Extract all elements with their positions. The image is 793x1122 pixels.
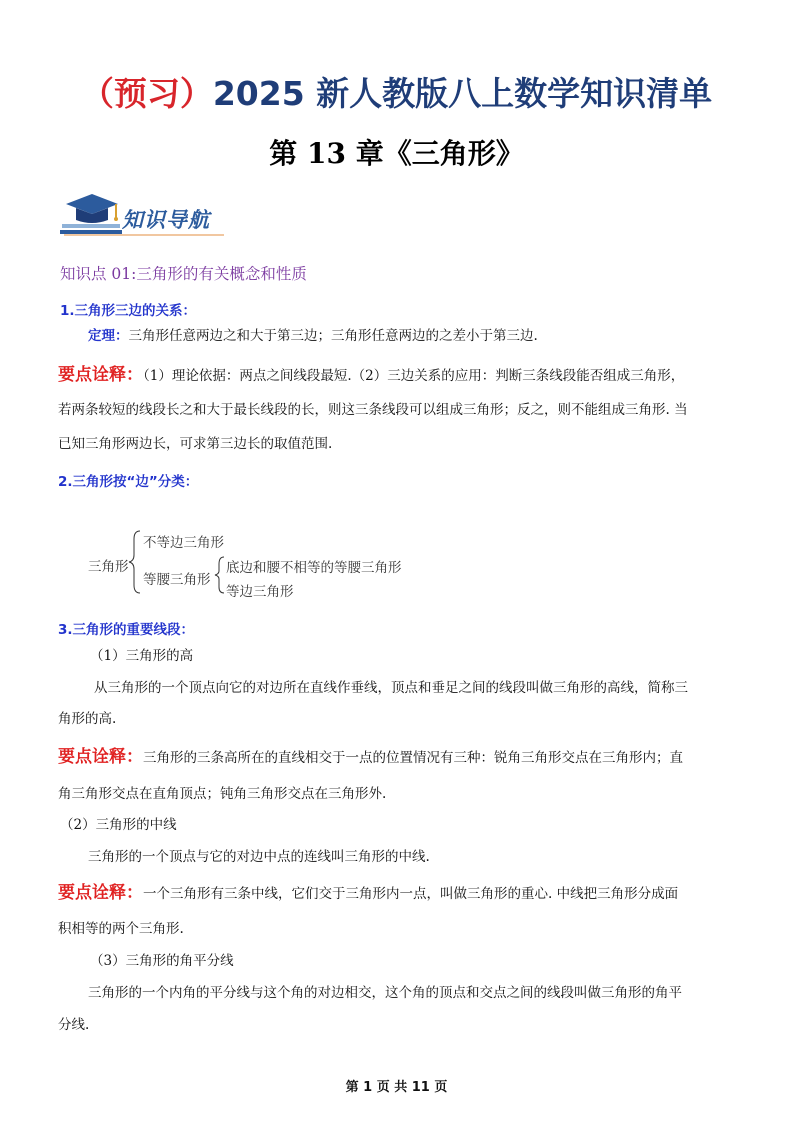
theorem-text: 三角形任意两边之和大于第三边；三角形任意两边的之差小于第三边. (128, 328, 538, 344)
class-isosceles: 等腰三角形 (143, 572, 211, 588)
key-points-1-line1 (58, 367, 684, 384)
subheading-altitude: （1）三角形的高 (90, 648, 194, 664)
key-points-label: 要点诠释： (58, 747, 143, 767)
key-points-2-line1 (58, 749, 683, 766)
heading-important-segments: 3.三角形的重要线段： (58, 622, 195, 638)
class-root: 三角形 (88, 559, 129, 575)
class-scalene: 不等边三角形 (143, 535, 224, 551)
document-title (0, 68, 793, 115)
logo-text: 知识导航 (122, 208, 210, 232)
subheading-median: （2）三角形的中线 (60, 817, 177, 833)
key-points-1-line3: 已知三角形两边长，可求第三边长的取值范围. (58, 436, 333, 452)
median-definition: 三角形的一个顶点与它的对边中点的连线叫三角形的中线. (88, 849, 430, 865)
altitude-definition-line2: 角形的高. (58, 711, 117, 727)
key-points-label: 要点诠释： (58, 365, 143, 385)
key-points-text: 一个三角形有三条中线，它们交于三角形内一点，叫做三角形的重心. 中线把三角形分成面 (143, 886, 679, 902)
knowledge-nav-logo (60, 190, 230, 240)
key-points-3-line1 (58, 885, 678, 902)
section-heading: 知识点 01:三角形的有关概念和性质 (60, 265, 307, 283)
theorem-line (88, 330, 538, 344)
class-equilateral: 等边三角形 (226, 584, 294, 600)
key-points-label: 要点诠释： (58, 883, 143, 903)
key-points-text: （1）理论依据：两点之间线段最短.（2）三边关系的应用：判断三条线段能否组成三角形， (143, 368, 685, 384)
subheading-angle-bisector: （3）三角形的角平分线 (90, 953, 234, 969)
key-points-2-line2: 角三角形交点在直角顶点；钝角三角形交点在三角形外. (58, 786, 387, 802)
title-prefix: （预习） (80, 74, 213, 113)
page-number: 第 1 页 共 11 页 (345, 1080, 448, 1095)
chapter-title: 第 13 章《三角形》 (269, 137, 524, 170)
key-points-3-line2: 积相等的两个三角形. (58, 921, 184, 937)
angle-bisector-line1: 三角形的一个内角的平分线与这个角的对边相交，这个角的顶点和交点之间的线段叫做三角形的角平 (88, 985, 682, 1001)
heading-classification: 2.三角形按“边”分类： (58, 474, 199, 490)
heading-triangle-sides: 1.三角形三边的关系： (60, 303, 197, 319)
title-main-text: 2025 新人教版八上数学知识清单 (212, 74, 713, 113)
angle-bisector-line2: 分线. (58, 1017, 90, 1033)
key-points-text: 三角形的三条高所在的直线相交于一点的位置情况有三种：锐角三角形交点在三角形内；直 (143, 750, 683, 766)
key-points-1-line2: 若两条较短的线段长之和大于最长线段的长，则这三条线段可以组成三角形；反之，则不能组成三角形. 当 (58, 402, 688, 418)
theorem-label: 定理： (88, 328, 129, 344)
altitude-definition-line1: 从三角形的一个顶点向它的对边所在直线作垂线，顶点和垂足之间的线段叫做三角形的高线，简称三 (94, 680, 688, 696)
class-isosceles-non-equilateral: 底边和腰不相等的等腰三角形 (226, 560, 402, 576)
